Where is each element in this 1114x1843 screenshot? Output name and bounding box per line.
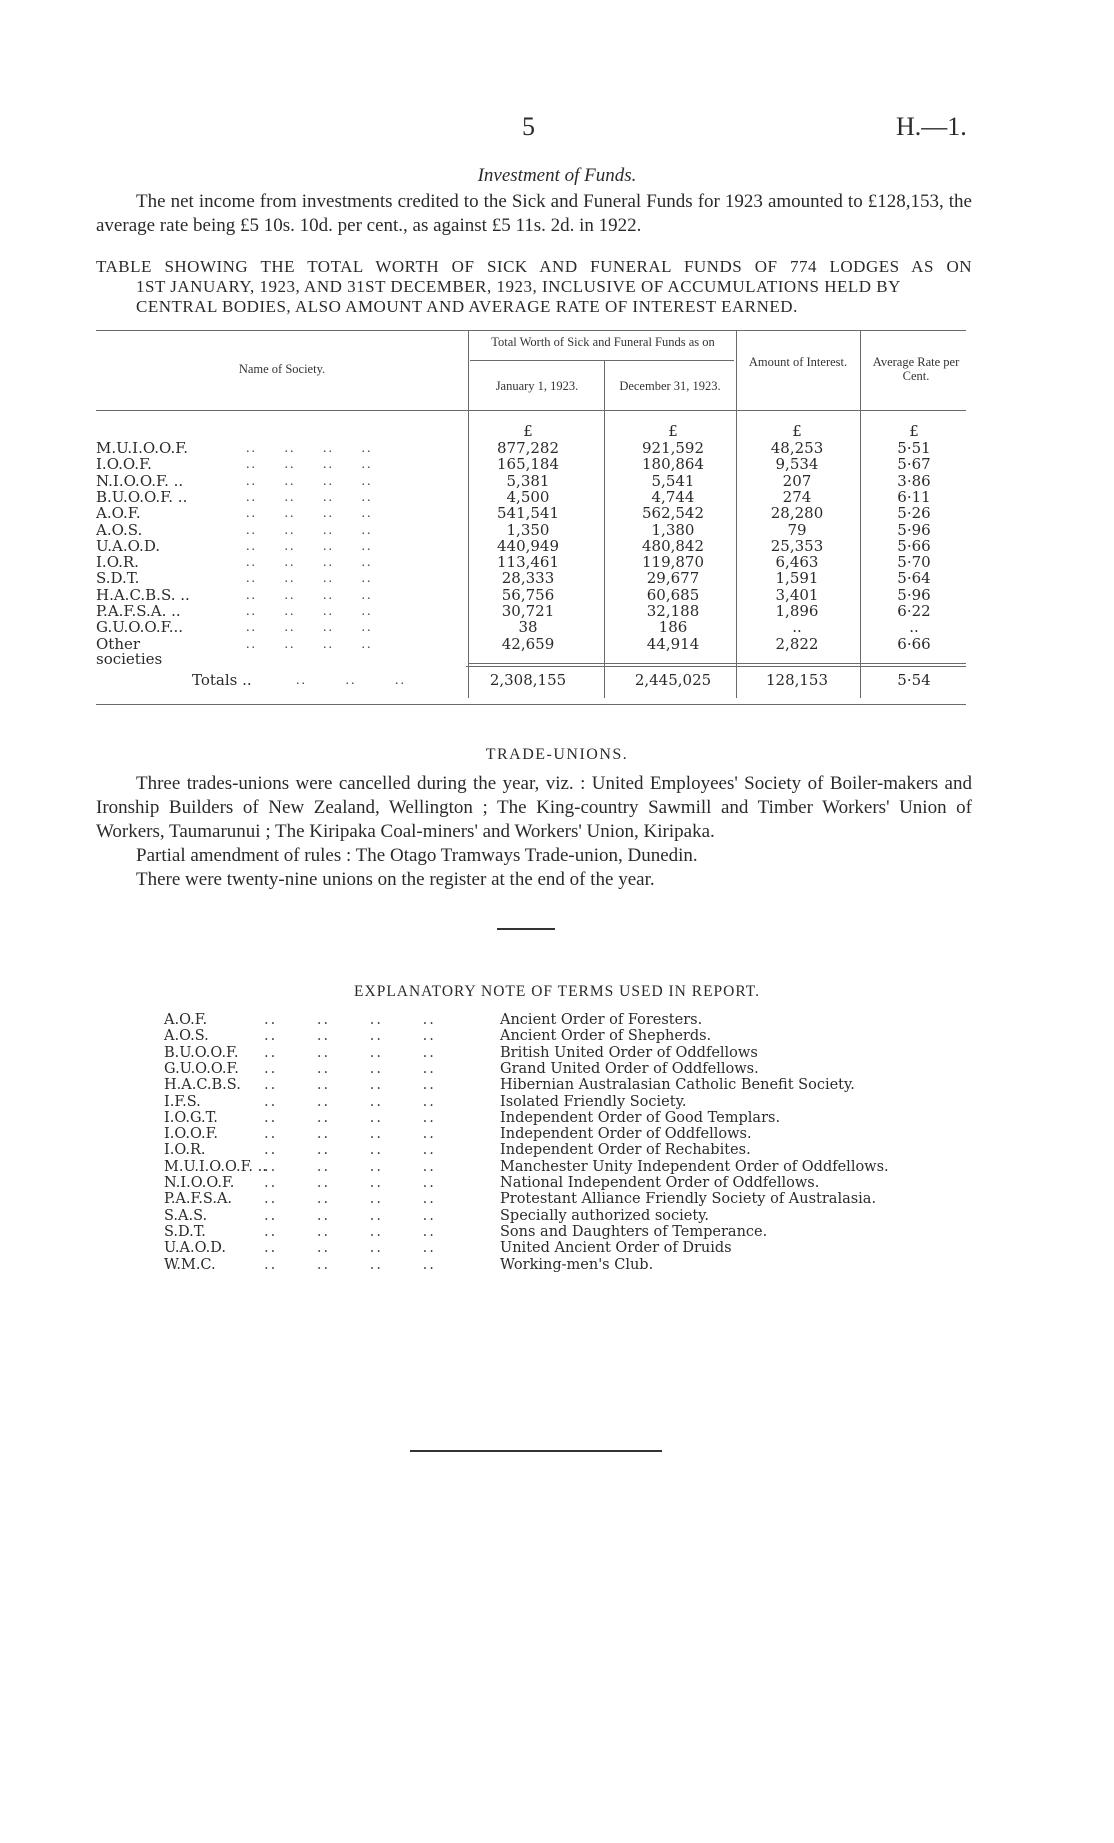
rate-value: 5·64 (897, 569, 931, 588)
row-leader: .. .. .. .. (246, 587, 373, 603)
glossary-abbreviation: M.U.I.O.O.F. .. (164, 1158, 267, 1175)
glossary-leader: .. .. .. .. (264, 1109, 436, 1126)
totals-jan: 2,308,155 (489, 671, 567, 689)
totals-amount: 128,153 (765, 671, 829, 689)
dec-value: 562,542 (641, 504, 705, 523)
glossary-definition: Working-men's Club. (500, 1256, 654, 1273)
interest-value: 48,253 (770, 439, 824, 457)
glossary-item (164, 1094, 924, 1110)
glossary-item (164, 1175, 924, 1191)
trade-unions-p1: Three trades-unions were cancelled during the year, viz. : United Employees' Society of Boiler-makers and Ironship Builders of New Zealand, Wellington ; The King-country Sawmill and Timber Workers' Union of Workers, Taumarunui ; The Kiripaka Coal-miners' and Workers' Union, Kiripaka. (96, 773, 972, 842)
interest-value: 207 (782, 471, 812, 490)
glossary-leader: .. .. .. .. (264, 1093, 436, 1110)
rate-value: 5·67 (897, 455, 931, 474)
rate-value: 5·70 (897, 553, 931, 572)
jan-value: 1,350 (506, 520, 550, 539)
totals-dec: 2,445,025 (634, 671, 712, 689)
row-leader: .. .. .. .. (246, 620, 373, 636)
dec-value: 180,864 (641, 455, 705, 474)
header-rate: Average Rate per Cent. (872, 355, 960, 383)
glossary-definition: Isolated Friendly Society. (500, 1093, 687, 1110)
glossary-definition: Specially authorized society. (500, 1207, 710, 1224)
totals-leader: .. .. .. (296, 673, 406, 688)
glossary-definition: Hibernian Australasian Catholic Benefit Society. (500, 1077, 855, 1094)
society-name: U.A.O.D. (96, 536, 161, 555)
society-name: P.A.F.S.A. .. (96, 602, 181, 620)
glossary-abbreviation: U.A.O.D. (164, 1240, 226, 1257)
caption-line-2: 1ST JANUARY, 1923, AND 31ST DECEMBER, 1923, INCLUSIVE OF ACCUMULATIONS HELD BY (136, 277, 901, 296)
investment-title: Investment of Funds. (477, 165, 637, 186)
jan-value: 28,333 (501, 569, 555, 588)
glossary-abbreviation: P.A.F.S.A. (164, 1191, 233, 1208)
glossary-item (164, 1159, 924, 1175)
rate-value: 5·26 (897, 504, 931, 523)
document-reference: H.—1. (896, 112, 967, 141)
glossary-item (164, 1028, 924, 1044)
row-leader: .. .. .. .. (246, 522, 373, 538)
rate-value: .. (909, 618, 919, 637)
row-leader: .. .. .. .. (246, 489, 373, 505)
trade-unions-p3: There were twenty-nine unions on the register at the end of the year. (136, 869, 655, 890)
glossary-definition: British United Order of Oddfellows (500, 1044, 758, 1061)
glossary-abbreviation: A.O.S. (164, 1028, 209, 1045)
unit-amount: £ (792, 422, 802, 440)
dec-value: 119,870 (641, 553, 705, 572)
society-name: G.U.O.O.F... (96, 618, 183, 637)
glossary-definition: Ancient Order of Foresters. (500, 1012, 703, 1028)
glossary-item (164, 1240, 924, 1256)
glossary-leader: .. .. .. .. (264, 1142, 436, 1159)
jan-value: 30,721 (501, 602, 555, 620)
header-december: December 31, 1923. (619, 379, 721, 393)
society-name: N.I.O.O.F. .. (96, 471, 184, 490)
glossary-leader: .. .. .. .. (264, 1223, 436, 1240)
society-name: I.O.O.F. (96, 455, 152, 474)
row-leader: .. .. .. .. (246, 473, 373, 489)
jan-value: 38 (518, 618, 538, 637)
jan-value: 5,381 (506, 471, 550, 490)
glossary-item (164, 1012, 924, 1028)
rate-value: 3·86 (897, 471, 931, 490)
glossary-item (164, 1126, 924, 1142)
trade-unions-title: TRADE-UNIONS. (485, 746, 629, 763)
glossary-abbreviation: B.U.O.O.F. (164, 1044, 239, 1061)
dec-value: 60,685 (646, 585, 700, 604)
table-caption (96, 257, 972, 317)
caption-line-3: CENTRAL BODIES, ALSO AMOUNT AND AVERAGE RATE OF INTEREST EARNED. (136, 297, 798, 316)
jan-value: 877,282 (496, 439, 560, 457)
glossary-item (164, 1045, 924, 1061)
caption-line-1: TABLE SHOWING THE TOTAL WORTH OF SICK AND FUNERAL FUNDS OF 774 LODGES AS ON (96, 257, 972, 276)
glossary-abbreviation: W.M.C. (164, 1256, 216, 1273)
society-name: A.O.S. (96, 520, 143, 539)
glossary-abbreviation: I.O.G.T. (164, 1109, 218, 1126)
glossary-leader: .. .. .. .. (264, 1240, 436, 1257)
interest-value: 274 (782, 487, 812, 506)
unit-dec: £ (668, 422, 678, 440)
glossary-item (164, 1061, 924, 1077)
totals-rate: 5·54 (897, 671, 931, 689)
table-bottom-rule (96, 704, 966, 705)
jan-value: 4,500 (506, 487, 550, 506)
trade-unions-body (96, 772, 972, 892)
glossary-leader: .. .. .. .. (264, 1044, 436, 1061)
dec-value: 480,842 (641, 536, 705, 555)
totals-rule (468, 663, 966, 664)
interest-value: 1,896 (775, 602, 819, 620)
glossary-abbreviation: I.F.S. (164, 1093, 201, 1110)
glossary-definition: Protestant Alliance Friendly Society of Australasia. (500, 1191, 877, 1208)
glossary-leader: .. .. .. .. (264, 1256, 436, 1273)
row-leader: .. .. .. .. (246, 506, 373, 522)
row-leader: .. .. .. .. (246, 604, 373, 619)
rate-value: 6·66 (897, 634, 931, 653)
dec-value: 921,592 (641, 439, 705, 457)
glossary-definition: Independent Order of Rechabites. (500, 1142, 751, 1159)
page-end-rule (410, 1450, 662, 1452)
glossary-abbreviation: A.O.F. (164, 1012, 208, 1028)
trade-unions-p2: Partial amendment of rules : The Otago Tramways Trade-union, Dunedin. (136, 845, 698, 866)
table-top-rule (96, 330, 966, 331)
dec-value: 5,541 (651, 471, 695, 490)
rate-value: 5·51 (897, 439, 931, 457)
jan-value: 56,756 (501, 585, 555, 604)
interest-value: 6,463 (775, 553, 819, 572)
row-leader: .. .. .. .. (246, 636, 373, 652)
society-name: H.A.C.B.S. .. (96, 585, 190, 604)
glossary-definition: Manchester Unity Independent Order of Oddfellows. (500, 1158, 889, 1175)
glossary-leader: .. .. .. .. (264, 1175, 436, 1191)
row-leader: .. .. .. .. (246, 441, 373, 456)
society-name: S.D.T. (96, 569, 140, 588)
unit-rate: £ (909, 422, 919, 440)
glossary-item (164, 1208, 924, 1224)
rate-value: 5·66 (897, 536, 931, 555)
glossary-leader: .. .. .. .. (264, 1077, 436, 1094)
header-bottom-rule (96, 410, 966, 411)
dec-value: 32,188 (646, 602, 700, 620)
row-leader: .. .. .. .. (246, 555, 373, 571)
glossary-leader: .. .. .. .. (264, 1207, 436, 1224)
header-january: January 1, 1923. (495, 379, 579, 393)
jan-value: 440,949 (496, 536, 560, 555)
glossary-definition: Grand United Order of Oddfellows. (500, 1060, 759, 1077)
interest-value: 9,534 (775, 455, 819, 474)
header-amount: Amount of Interest. (748, 355, 848, 369)
glossary-leader: .. .. .. .. (264, 1012, 436, 1028)
rate-value: 6·11 (897, 487, 931, 506)
interest-value: 2,822 (775, 634, 819, 653)
glossary-leader: .. .. .. .. (264, 1191, 436, 1208)
interest-value: 3,401 (775, 585, 819, 604)
glossary-title: EXPLANATORY NOTE OF TERMS USED IN REPORT. (354, 983, 760, 1000)
glossary-leader: .. .. .. .. (264, 1028, 436, 1045)
glossary-item (164, 1224, 924, 1240)
society-name: B.U.O.O.F. .. (96, 487, 188, 506)
glossary-abbreviation: I.O.R. (164, 1142, 206, 1159)
glossary-abbreviation: I.O.O.F. (164, 1126, 219, 1143)
glossary-definition: Independent Order of Good Templars. (500, 1109, 781, 1126)
dec-value: 1,380 (651, 520, 695, 539)
totals-label: Totals .. (192, 671, 252, 689)
glossary-abbreviation: S.A.S. (164, 1207, 208, 1224)
investment-text: The net income from investments credited to the Sick and Funeral Funds for 1923 amounted to £128,153, the average rate being £5 10s. 10d. per cent., as against £5 11s. 2d. in 1922. (96, 191, 972, 236)
interest-value: 79 (787, 520, 807, 539)
rate-value: 5·96 (897, 585, 931, 604)
section-divider (497, 928, 555, 930)
totals-rule-2 (466, 666, 966, 667)
row-leader: .. .. .. .. (246, 571, 373, 587)
dec-value: 44,914 (646, 634, 700, 653)
rate-value: 6·22 (897, 602, 931, 620)
glossary-leader: .. .. .. .. (264, 1126, 436, 1143)
interest-value: 1,591 (775, 569, 819, 588)
header-name: Name of Society. (238, 362, 326, 376)
dec-value: 186 (658, 618, 688, 637)
glossary-leader: .. .. .. .. (264, 1060, 436, 1077)
glossary-definition: Ancient Order of Shepherds. (500, 1028, 712, 1045)
glossary-definition: Independent Order of Oddfellows. (500, 1126, 752, 1143)
vline-4 (860, 330, 861, 698)
unit-jan: £ (523, 422, 533, 440)
jan-value: 541,541 (496, 504, 560, 523)
glossary-item (164, 1110, 924, 1126)
rate-value: 5·96 (897, 520, 931, 539)
glossary-item (164, 1077, 924, 1093)
span-rule (470, 360, 734, 361)
jan-value: 113,461 (496, 553, 560, 572)
dec-value: 4,744 (651, 487, 695, 506)
glossary-abbreviation: S.D.T. (164, 1223, 206, 1240)
jan-value: 42,659 (501, 634, 555, 653)
glossary-definition: Sons and Daughters of Temperance. (500, 1223, 768, 1240)
interest-value: .. (792, 618, 802, 637)
glossary-abbreviation: H.A.C.B.S. (164, 1077, 241, 1094)
glossary-item (164, 1191, 924, 1207)
investment-table (96, 323, 966, 709)
society-name: M.U.I.O.O.F. (96, 439, 189, 457)
society-name: I.O.R. (96, 553, 139, 572)
glossary-definition: National Independent Order of Oddfellows. (500, 1175, 820, 1191)
interest-value: 28,280 (770, 504, 824, 523)
jan-value: 165,184 (496, 455, 560, 474)
glossary-leader: .. .. .. .. (264, 1158, 436, 1175)
glossary-definition: United Ancient Order of Druids (500, 1240, 732, 1257)
header-total-worth: Total Worth of Sick and Funeral Funds as on (491, 335, 715, 349)
glossary-abbreviation: N.I.O.O.F. (164, 1175, 235, 1191)
glossary-item (164, 1257, 924, 1273)
row-leader: .. .. .. .. (246, 457, 373, 473)
dec-value: 29,677 (646, 569, 700, 588)
society-name: Other societies (96, 634, 163, 668)
page-number: 5 (522, 112, 535, 141)
glossary-abbreviation: G.U.O.O.F. (164, 1060, 239, 1077)
interest-value: 25,353 (770, 536, 824, 555)
row-leader: .. .. .. .. (246, 538, 373, 554)
investment-paragraph (96, 190, 972, 238)
glossary-item (164, 1142, 924, 1158)
society-name: A.O.F. (96, 504, 141, 523)
